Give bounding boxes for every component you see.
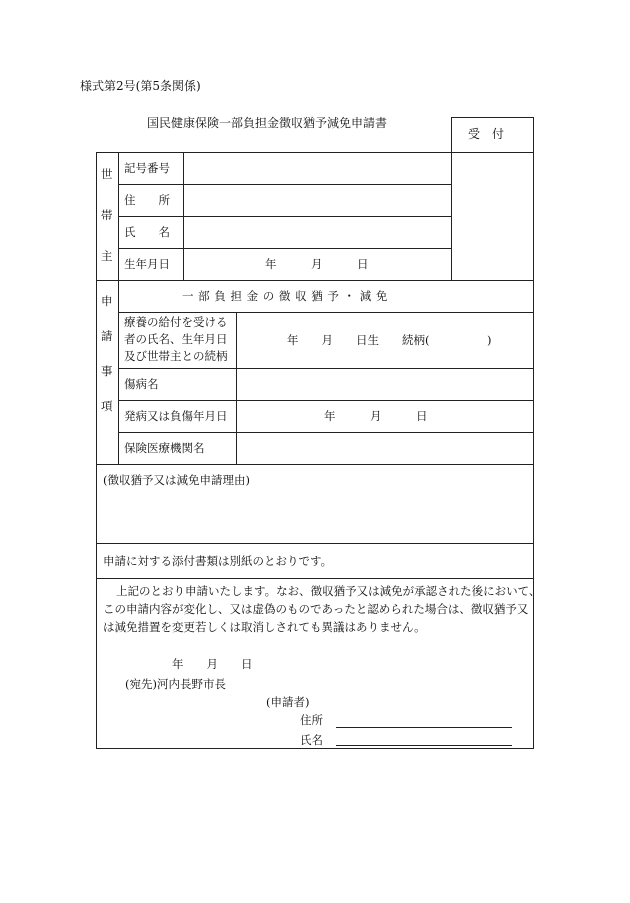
- declaration-line: この申請内容が変化し、又は虚偽のものであったと認められた場合は、徴収猶予又: [103, 602, 529, 616]
- form-title: 国民健康保険一部負担金徴収猶予減免申請書: [147, 116, 388, 130]
- applicant-name-field[interactable]: [336, 745, 512, 746]
- application-char: 項: [101, 399, 113, 413]
- application-char: 請: [101, 329, 113, 343]
- applicant-address-label: 住所: [300, 713, 323, 727]
- reception-label: 受 付: [468, 127, 505, 141]
- application-label-divider: [236, 312, 237, 464]
- section-divider: [96, 280, 534, 281]
- application-char: 事: [101, 364, 113, 378]
- name-row-label: 氏 名: [124, 225, 170, 239]
- application-header: 一 部 負 担 金 の 徴 収 猶 予 ・ 減 免: [182, 289, 388, 303]
- application-char: 申: [101, 294, 113, 308]
- reason-field[interactable]: [100, 492, 528, 540]
- address-row-label: 住 所: [124, 193, 170, 207]
- addressee: (宛先)河内長野市長: [125, 677, 226, 691]
- reason-label: (徴収猶予又は減免申請理由): [103, 473, 250, 487]
- record-number-label: 記号番号: [124, 161, 170, 175]
- birthdate-field[interactable]: 年 月 日: [265, 257, 369, 271]
- household-head-char: 世: [101, 167, 113, 181]
- household-head-char: 帯: [101, 208, 113, 222]
- application-group-divider: [118, 280, 119, 464]
- submission-date[interactable]: 年 月 日: [172, 657, 253, 671]
- declaration-line: は減免措置を変更若しくは取消しされても異議はありません。: [103, 620, 426, 634]
- household-head-char: 主: [101, 249, 113, 263]
- disease-name-label: 傷病名: [124, 377, 159, 391]
- patient-info-label: 療養の給付を受ける: [124, 315, 228, 329]
- applicant-label: (申請者): [266, 695, 310, 709]
- birthdate-row-label: 生年月日: [124, 257, 170, 271]
- onset-date-label: 発病又は負傷年月日: [124, 409, 228, 423]
- patient-info-label: 者の氏名、生年月日: [124, 332, 228, 346]
- applicant-address-field[interactable]: [336, 727, 512, 728]
- applicant-name-label: 氏名: [300, 733, 323, 747]
- patient-info-label: 及び世帯主との続柄: [124, 349, 228, 363]
- onset-date-field[interactable]: 年 月 日: [324, 409, 428, 423]
- attachments-note: 申請に対する添付書類は別紙のとおりです。: [103, 554, 333, 568]
- patient-info-field[interactable]: 年 月 日生 続柄( ): [287, 333, 492, 347]
- medical-institution-label: 保険医療機関名: [124, 441, 205, 455]
- form-number: 様式第2号(第5条関係): [80, 79, 201, 93]
- declaration-line: 上記のとおり申請いたします。なお、徴収猶予又は減免が承認された後において、: [116, 584, 541, 598]
